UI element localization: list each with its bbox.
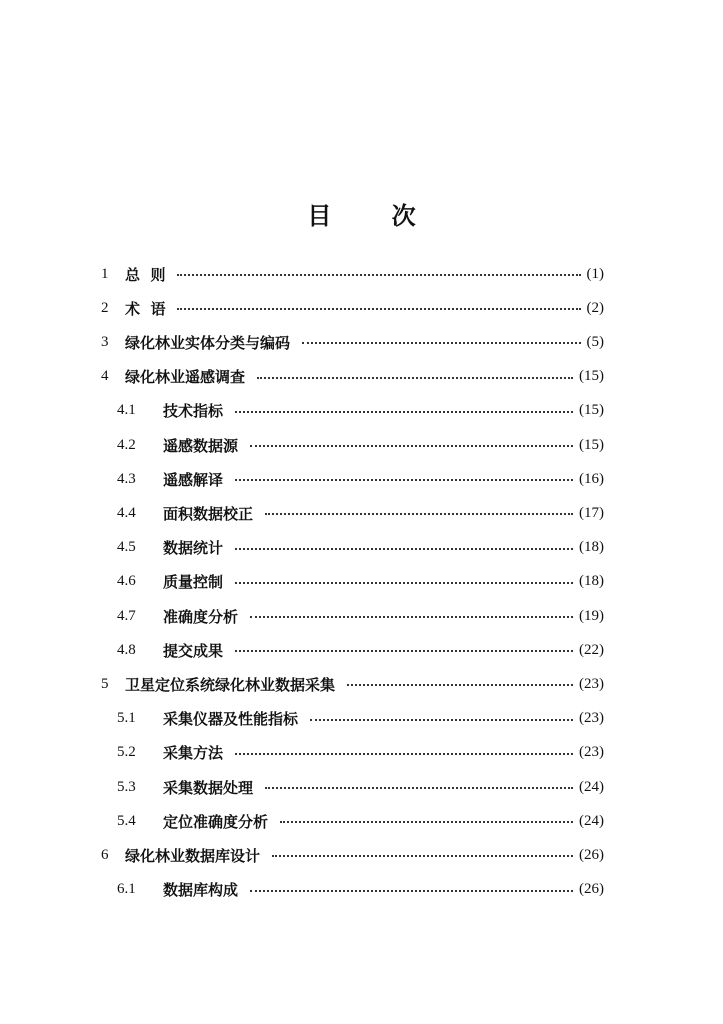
toc-entry[interactable] [117,638,604,662]
toc-dot-leader [235,467,573,491]
toc-entry-number: 4.7 [117,607,136,624]
toc-entry[interactable] [101,262,604,286]
toc-entry-label: 采集数据处理 [163,778,254,797]
toc-entry-number: 4.1 [117,402,136,419]
toc-entry[interactable] [117,707,604,731]
toc-entry-label: 定位准确度分析 [163,812,269,831]
toc-entry-label: 绿化林业实体分类与编码 [125,333,291,352]
toc-entry[interactable] [117,741,604,765]
toc-entry-page: (15) [579,402,604,419]
toc-entry-label: 数据统计 [163,539,224,558]
toc-dot-leader [235,638,573,662]
toc-entry-page: (1) [586,265,604,282]
toc-dot-leader [250,604,573,628]
toc-entry-number: 4.5 [117,539,136,556]
toc-dot-leader [235,399,573,423]
toc-entry-label: 技术指标 [163,402,224,421]
toc-dot-leader [265,501,573,525]
toc-entry-number: 4 [101,368,109,385]
toc-entry-page: (16) [579,470,604,487]
toc-entry[interactable] [101,843,604,867]
toc-entry-label: 质量控制 [163,573,224,592]
toc-entry[interactable] [117,399,604,423]
toc-entry-number: 4.6 [117,573,136,590]
toc-entry-page: (18) [579,573,604,590]
toc-entry-number: 3 [101,333,109,350]
toc-entry-page: (26) [579,881,604,898]
toc-entry[interactable] [117,775,604,799]
toc-title: 目 次 [307,202,442,230]
toc-entry-page: (23) [579,744,604,761]
toc-dot-leader [302,330,580,354]
toc-entry-number: 4.8 [117,641,136,658]
toc-entry-label: 总 则 [125,265,166,284]
toc-entry-number: 4.2 [117,436,136,453]
toc-entry-label: 遥感解译 [163,470,224,489]
toc-entry-label: 采集方法 [163,744,224,763]
toc-entry-label: 数据库构成 [163,881,239,900]
toc-entry-number: 4.4 [117,504,136,521]
toc-entry[interactable] [117,536,604,560]
toc-entry-page: (24) [579,812,604,829]
toc-entry-page: (17) [579,504,604,521]
toc-entry-page: (18) [579,539,604,556]
toc-dot-leader [235,536,573,560]
toc-entry-label: 绿化林业数据库设计 [125,846,261,865]
toc-entry-page: (15) [579,436,604,453]
toc-entry[interactable] [117,433,604,457]
toc-dot-leader [310,707,573,731]
toc-entry-number: 6.1 [117,881,136,898]
toc-entry[interactable] [117,809,604,833]
toc-dot-leader [265,775,573,799]
toc-entry-number: 1 [101,265,109,282]
toc-entry-label: 卫星定位系统绿化林业数据采集 [125,675,336,694]
toc-entry[interactable] [117,467,604,491]
toc-entry-page: (5) [586,333,604,350]
toc-entry-page: (2) [586,299,604,316]
toc-entry-label: 遥感数据源 [163,436,239,455]
toc-entry-label: 采集仪器及性能指标 [163,710,299,729]
toc-entry-page: (24) [579,778,604,795]
toc-dot-leader [235,570,573,594]
toc-entry-label: 绿化林业遥感调查 [125,368,246,387]
toc-entry-number: 5.4 [117,812,136,829]
toc-entry[interactable] [117,501,604,525]
toc-entry-page: (26) [579,846,604,863]
toc-dot-leader [347,672,573,696]
toc-entry-label: 面积数据校正 [163,504,254,523]
toc-dot-leader [250,433,573,457]
toc-entry-number: 5 [101,675,109,692]
toc-dot-leader [177,262,580,286]
toc-entry-label: 提交成果 [163,641,224,660]
toc-entry[interactable] [117,570,604,594]
toc-entry-page: (15) [579,368,604,385]
toc-entry[interactable] [117,878,604,902]
toc-entry[interactable] [101,365,604,389]
toc-entry-number: 6 [101,846,109,863]
toc-entry-page: (19) [579,607,604,624]
toc-entry-number: 5.2 [117,744,136,761]
toc-entry[interactable] [101,330,604,354]
toc-dot-leader [250,878,573,902]
toc-dot-leader [272,843,573,867]
toc-dot-leader [257,365,573,389]
toc-entry[interactable] [117,604,604,628]
toc-entry[interactable] [101,296,604,320]
toc-entry-page: (22) [579,641,604,658]
toc-entry-label: 术 语 [125,299,166,318]
toc-entry-label: 准确度分析 [163,607,239,626]
toc-dot-leader [280,809,573,833]
toc-entry-number: 5.1 [117,710,136,727]
toc-dot-leader [177,296,580,320]
toc-entry[interactable] [101,672,604,696]
toc-dot-leader [235,741,573,765]
toc-entry-page: (23) [579,710,604,727]
toc-entry-number: 5.3 [117,778,136,795]
toc-entry-number: 2 [101,299,109,316]
toc-entry-number: 4.3 [117,470,136,487]
toc-entry-page: (23) [579,675,604,692]
